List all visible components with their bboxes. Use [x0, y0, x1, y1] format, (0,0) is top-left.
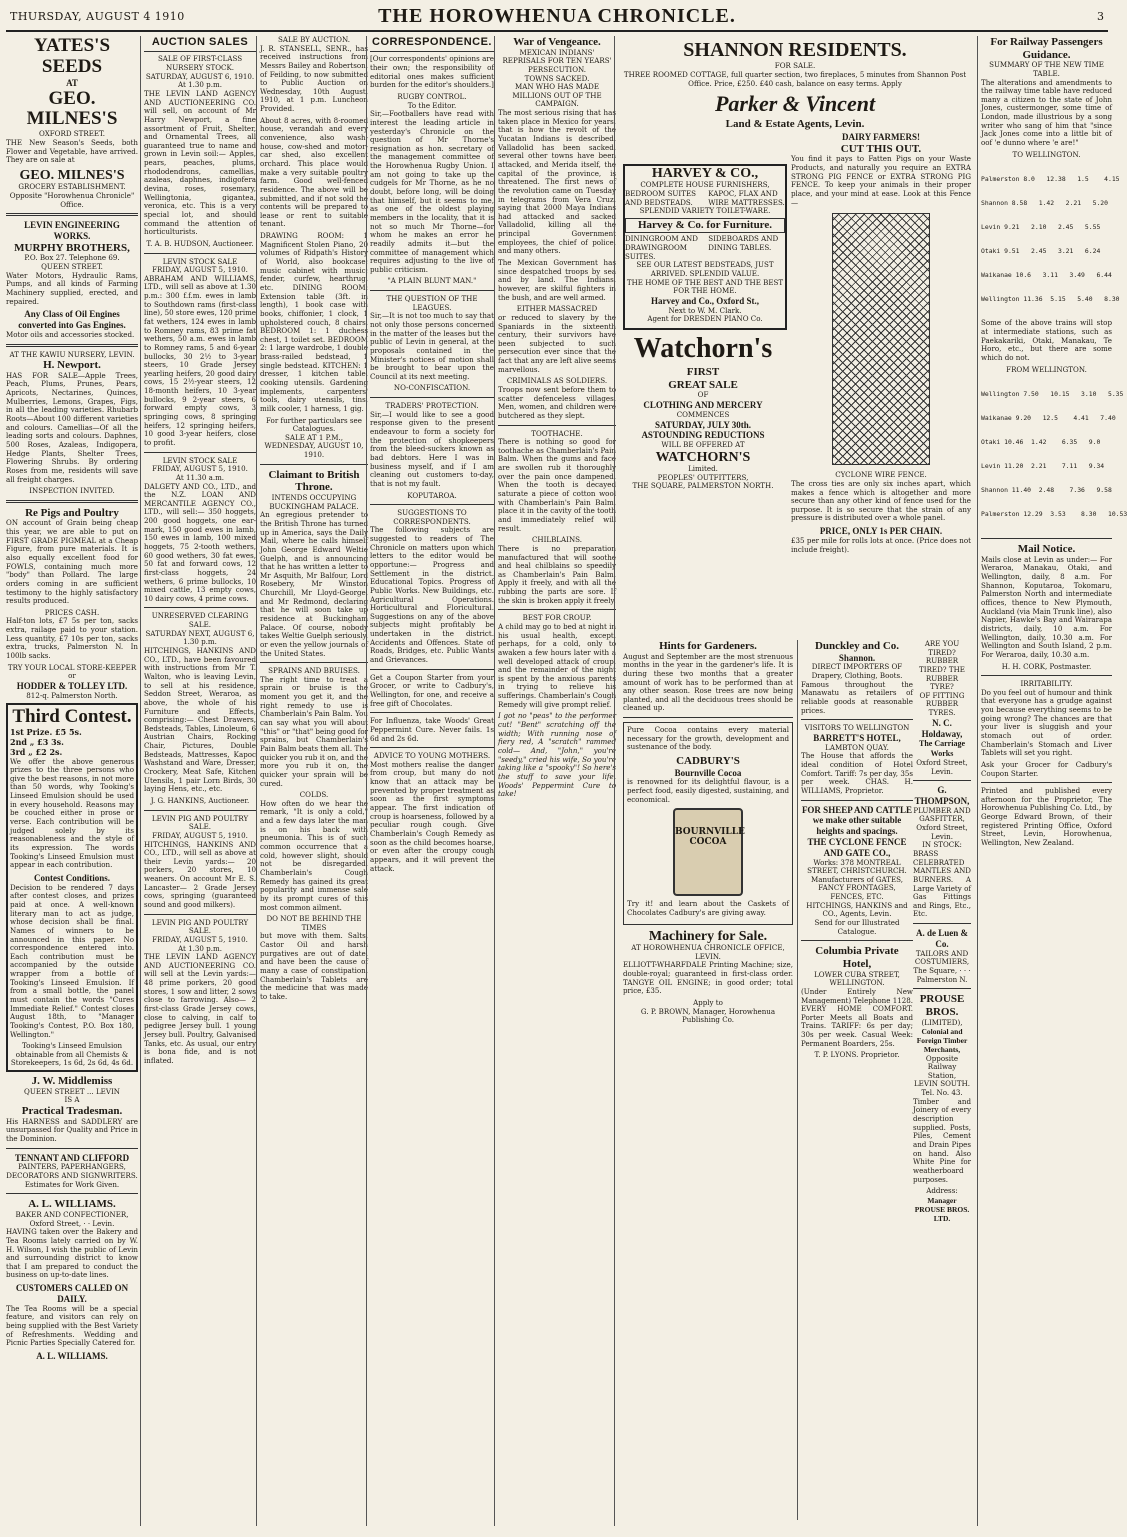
watchorn-date: SATURDAY, JULY 30th. [654, 419, 752, 430]
traders-text: Sir,—I would like to see a good response given to the present endeavour to form a society for the protection of shopkeepers from the bleed-suckers known as bad debtors. Here I was in business myself, and if I am cleaning out customers to-day, that is not my fault. [370, 409, 494, 488]
timetable-row [981, 271, 1112, 279]
column-1 [6, 36, 138, 1526]
sale4-title: UNRESERVED CLEARING SALE. [151, 611, 249, 630]
watchorn-of: OF [697, 390, 709, 400]
shannon-heading: SHANNON RESIDENTS. [683, 39, 907, 61]
third-contest-title: Third Contest. [12, 706, 132, 728]
watchorn-great-sale: GREAT SALE [668, 378, 738, 391]
column-6 [614, 36, 975, 1526]
columbia-sign: T. P. LYONS. Proprietor. [814, 1050, 900, 1060]
rugby-heading: RUGBY CONTROL. [397, 91, 467, 101]
timetable-row [981, 486, 1112, 494]
sale-by-auction-heading: SALE BY AUCTION. [277, 35, 351, 44]
thompson-instock-text: BRASS CELEBRATED MANTLES AND BURNERS. A Large Variety of Gas Fittings and Rings, Etc., Etc. [913, 848, 971, 919]
coupon-text: Get a Coupon Starter from your Grocer, or write to Cadbury's, Wellington, for one, and receive a free gift of Chocolates. [370, 672, 494, 708]
try-local: TRY YOUR LOCAL STORE-KEEPER or [7, 662, 137, 681]
tennant-sub: PAINTERS, PAPERHANGERS, DECORATORS AND SIGNWRITERS. [6, 1162, 138, 1181]
timetable-row [981, 438, 1112, 446]
sale2-date: FRIDAY, AUGUST 5, 1910. [152, 265, 248, 275]
mail-notice-text: Mails close at Levin as under:— For Weraroa, Manakau, Otaki, and Wellington, daily, 8 a.m. For Shannon, Koputaroa, Tokomaru, Palmerston North and intermediate offices, thence to New Plymouth, Auckland (via Main Trunk line), also Napier, Hawke's Bay and Wairarapa districts, daily, 10 a.m. For Wellington, daily, 10.30 a.m. For Wellington and South Island, 2 p.m. For Weraroa, daily, 10.30 a.m. [981, 554, 1112, 659]
irritability-text: Do you feel out of humour and think that everyone has a grudge against you because everything seems to be going wrong? The chances are that your liver is sluggish and your stomach out of order. Chamberlain's Stomach and Liver Tablets will set you right. [981, 687, 1112, 758]
station-times: 9.51 2.45 3.21 6.24 [1004, 247, 1101, 256]
williams-text-2: The Tea Rooms will be a special feature, and visitors can rely on being supplied with the Best Variety of Refreshments. Wedding and Picnic Parties Specially Catered for. [6, 1303, 138, 1348]
cadbury-name: CADBURY'S [676, 755, 740, 768]
dunckley-sub: DIRECT IMPORTERS OF Drapery, Clothing, Boots. [811, 662, 903, 681]
practical-tradesman: Practical Tradesman. [21, 1105, 123, 1118]
oil-engines-heading: Any Class of Oil Engines converted into Gas Engines. [18, 309, 126, 331]
holdaway-name: N. C. Holdaway, [921, 717, 963, 739]
sale1-sign: T. A. B. HUDSON, Auctioneer. [146, 238, 254, 248]
milnes-establishment: GROCERY ESTABLISHMENT. [18, 182, 126, 192]
murphy-street: QUEEN STREET. [41, 262, 103, 272]
yates-at: AT [66, 77, 78, 88]
prices-text: Half-ton lots, £7 5s per ton, sacks extra, railage paid to your station. Less quantity, £7 10s per ton, sacks extra, trucks, Palmerston N. In 100lb sacks. [6, 616, 138, 661]
timetable-row [981, 223, 1112, 231]
contest-conditions-heading: Contest Conditions. [33, 872, 110, 883]
suggestions-text: The following subjects are suggested to readers of The Chronicle on matters upon which letters to the editor would be opportune:— Progress and Settlement in the district. Educational Topics. Progress of Public Works. New Buildings, etc. Agricultural Operations. Horticultural and Floricultural. Suggestions on any of the above subjects might profitably be undertaken in the district. Accidents and Offences. State of Roads, Bridges, etc. Public Wants and Grievances. [370, 525, 494, 665]
column-3 [256, 36, 368, 1526]
station-name: Wellington [981, 295, 1020, 304]
dunckley-text: Famous throughout the Manawatu as retailers of reliable goods at reasonable prices. [801, 679, 913, 715]
station-times: 8.58 1.42 2.21 5.20 [1011, 199, 1108, 208]
sale5-date: FRIDAY, AUGUST 5, 1910. [152, 830, 248, 840]
timetable-row [981, 462, 1112, 470]
thompson-instock: IN STOCK: [922, 840, 962, 850]
sprains-text: The right time to treat a sprain or bruise is the moment you get it, and the right remedy to use is Chamberlain's Pain Balm. You can say what you will about "this" or "that" being good for sprains, but Chamberlain's Pain Balm beats them all. The quicker you rub it on, and the more you rub it on, the quicker your sprain will be cured. [260, 674, 368, 788]
column-5 [494, 36, 616, 1526]
fence-price: PRICE, ONLY 1s PER CHAIN. [819, 526, 943, 537]
murphy-brothers: MURPHY BROTHERS, [14, 241, 130, 254]
suggestions-heading: SUGGESTIONS TO CORRESPONDENTS. [393, 508, 471, 526]
sale6-time: At 1.30 p.m. [178, 943, 222, 953]
yates-text: THE New Season's Seeds, both Flower and Vegetable, have arrived. They are on sale at [6, 138, 138, 165]
harvey-kapoc: KAPOC, FLAX AND WIRE MATTRESSES. [708, 189, 785, 207]
war-sub-2: TOWNS SACKED. [524, 73, 590, 83]
shannon-for-sale: FOR SALE. [774, 61, 816, 71]
cocoa-text: Pure Cocoa contains every material necessary for the growth, development and sustenance of the body. [627, 725, 789, 752]
leagues-text: Sir,—It is not too much to say that not only those persons concerned in the matter of the leases but the public of Levin in general, at the proposals contained in the Minister's notices of motion shall be brought to bear upon the Council at its next meeting. [370, 311, 494, 381]
harvey-toilet: SPLENDID VARIETY TOILET-WARE. [639, 206, 771, 216]
sale3-title: LEVIN STOCK SALE [162, 455, 238, 465]
pigs-poultry-heading: Re Pigs and Poultry [25, 506, 119, 519]
fence-text: The cross ties are only six inches apart, which makes a fence which is altogether and more secure than any other kind of fence used for the purpose. It is so secure that the strain of any pressure is distributed over a whole panel. [791, 478, 971, 523]
auction-sales-heading: AUCTION SALES [144, 36, 256, 52]
watchorn-will: WILL BE OFFERED AT [661, 440, 745, 450]
prouse-text: Timber and Joinery of every description supplied. Posts, Piles, Cement and Drain Pipes on hand. Also White Pine for weatherboard purposes. [913, 1096, 971, 1184]
cut-this-out: CUT THIS OUT. [840, 142, 922, 155]
irritability-heading: IRRITABILITY. [1020, 679, 1073, 689]
sale3-text: DALGETY AND CO., LTD., and the N.Z. LOAN AND MERCANTILE AGENCY CO., LTD., will sell:— 350 hoggets, 200 good hoggets, one ear-mark, 150 good ewes in lamb, 150 ewes in lamb, 100 mixed hoggets, 75 2-tooth wethers, 60 good wethers, 30 fat ewes, 50 fat and forward cows, 12 first-class hoggets, 24 wethers, 6 prime bullocks, 10 mixed cattle, 13 empty cows, 10 dairy cows, 4 prime cows. [144, 481, 256, 603]
harvey-agent: Agent for DRESDEN PIANO Co. [647, 314, 763, 324]
station-name: Palmerston [981, 510, 1020, 519]
prouse-sub: Colonial and Foreign Timber Merchants, [916, 1027, 968, 1055]
station-name: Palmerston [981, 175, 1020, 184]
timetable-row [981, 199, 1112, 207]
mothers-text: Most mothers realise the danger from croup, but many do not know that an attack may be prevented by proper treatment as soon as the first symptoms appear. The first indication of croup is hoarseness, followed by a peculiar rough cough. Give Chamberlain's Cough Remedy as soon as the child becomes hoarse, or even after the croupy cough appears, and it will prevent the attack. [370, 759, 494, 873]
tennant-clifford: TENNANT AND CLIFFORD [14, 1152, 130, 1163]
criminals-heading: CRIMINALS AS SOLDIERS. [506, 376, 608, 386]
milnes-opposite: Opposite "Horowhenua Chronicle" Office. [9, 190, 135, 209]
middlemiss-is-a: IS A [64, 1095, 80, 1105]
traders-heading: TRADERS' PROTECTION. [385, 401, 479, 411]
railway-sub: SUMMARY OF THE NEW TIME TABLE. [989, 60, 1104, 78]
prize-1: 1st Prize. £5 5s. [10, 727, 82, 738]
timetable-row [981, 390, 1124, 399]
traders-sign: KOPUTAROA. [407, 490, 457, 500]
either-massacred-heading: EITHER MASSACRED [516, 304, 598, 314]
columbia-hotel: Columbia Private Hotel, [815, 945, 899, 970]
timetable-row [981, 175, 1120, 184]
yates-street: OXFORD STREET. [39, 129, 105, 139]
machinery-heading: Machinery for Sale. [648, 928, 768, 944]
masthead-date: THURSDAY, AUGUST 4 1910 [10, 10, 185, 23]
sale1-text: THE LEVIN LAND AGENCY AND AUCTIONEERING CO. will sell, on account of Mr Harry Newport, a fine assortment of Fruit, Shelter, and Ornamental Trees, all guaranteed true to name and grown in Levin soil:— Apples, pears, peaches, plums, rhododendrons, camellias, azaleas, daphnes, indigofera devina, roses, rosemary, Wellingtonia, gigantea, veronica, etc. This is a very special lot, and should command the attention of horticulturists. [144, 88, 256, 237]
middlemiss-text: His HARNESS and SADDLERY are unsurpassed for Quality and Price in the Dominion. [6, 1116, 138, 1143]
cocoa-text-2: is renowned for its delightful flavour, is a perfect food, easily digested, sustaining, and economical. [627, 777, 789, 804]
murphy-box: P.O. Box 27. Telephone 69. [24, 253, 120, 263]
column-7 [977, 36, 1127, 1526]
mail-notice-sign: H. H. CORK, Postmaster. [1001, 661, 1092, 671]
third-contest-box [6, 703, 138, 1072]
prouse-manager: Manager PROUSE BROS. LTD. [914, 1195, 970, 1224]
middlemiss-address: QUEEN STREET ... LEVIN [24, 1086, 120, 1096]
fitting-rubber: OF FITTING RUBBER TYRES. [919, 690, 965, 718]
station-name: Levin [981, 223, 1001, 232]
war-text-2: The Mexican Government has since despatched troops by sea and by land. The Indians, however, are skilful fighters in the bush, and are well armed. [498, 258, 616, 302]
bournville-cocoa: Bournville Cocoa [674, 767, 742, 778]
williams-address: Oxford Street, · · Levin. [29, 1218, 115, 1228]
toothache-heading: TOOTHACHE. [531, 428, 583, 438]
sale4-text: HITCHINGS, HANKINS AND CO., LTD., have been favoured with instructions from Mr T. Walton, who is leaving Levin, to sell at his residence, Seddon Street, Weraroa, as above, the whole of his Furniture and Effects, comprising:— Chest Drawers, Bedsteads, Tables, Linoleum, 6 Austrian Chairs, Rocking Chair, Pictures, Double Bedsteads, Mattresses, Kapoc Washstand and Ware, Dresser, Crockery, Meat Safe, Kitchen Utensils, 1 pair Lorn Birds, 30 laying Hens, etc., etc. [144, 646, 256, 794]
column-4 [366, 36, 494, 1526]
hodder-tolley: HODDER & TOLLEY LTD. [16, 680, 128, 691]
station-name: Levin [981, 462, 1001, 471]
claimant-sub: INTENDS OCCUPYING BUCKINGHAM PALACE. [269, 493, 359, 511]
prouse-ltd: (LIMITED), [921, 1017, 963, 1027]
williams-name: A. L. WILLIAMS. [28, 1198, 116, 1211]
shannon-cottage: THREE ROOMED COTTAGE, full quarter section, two fireplaces, 5 minutes from Shannon Post Office. Price, £250. £40 cash, balance on easy terms. Apply [623, 70, 967, 88]
cyclone-address: Works: 378 MONTREAL STREET, CHRISTCHURCH. [807, 857, 907, 876]
harvey-address: Harvey and Co., Oxford St., [651, 295, 759, 306]
cyclone-manufacturers: Manufacturers of GATES, FANCY FRONTAGES, FENCES, ETC. [810, 874, 904, 902]
station-name: Shannon [981, 486, 1008, 495]
from-wellington-heading: FROM WELLINGTON. [1006, 364, 1087, 374]
prize-3: 3rd „ £2 2s. [10, 746, 63, 757]
harvey-bedroom: BEDROOM SUITES AND BEDSTEADS. [625, 189, 696, 207]
claimant-heading: Claimant to British Throne. [268, 468, 360, 494]
masthead-page-number: 3 [1097, 10, 1104, 23]
dairy-text: You find it pays to Fatten Pigs on your Waste Products, and naturally you require an EXTRA STRONG PIG FENCE or EXTRA STRONG PIG FENCE. To keep your animals in their proper place, and your mind at ease. Look at this Fence— [791, 154, 971, 207]
station-times: 11.40 2.48 7.36 9.58 [1011, 486, 1112, 495]
timetable-row [981, 510, 1127, 519]
coupon-starter: Ask your Grocer for Cadbury's Coupon Starter. [981, 759, 1112, 778]
prouse-opposite: Opposite Railway Station, [925, 1053, 959, 1080]
sale6-text: THE LEVIN LAND AGENCY AND AUCTIONEERING CO. will sell at the Levin yards:— 48 prime porkers, 20 good stores, 1 sow and litter, 2 sows close to farrowing. Also— 2 first-class Grade Jersey cows, close to calving, in calf to pedigree Jersey bull. 1 young Jersey bull. Poultry, Galvanised Tanks, etc. As usual, our entry is bona fide, and is not inflated. [144, 952, 256, 1065]
pigs-text: ON account of Grain being cheap this year, we are able to put on FIRST GRADE PIGMEAL at a Cheap Figure, from pure materials. It is also equally excellent food for FOWLS, containing much more "body" than Pollard. The large orders coming in are sufficient testimony to the highly satisfactory results produced. [6, 518, 138, 606]
fence-price-text: £35 per mile for rolls lots at once. (Price does not include freight). [791, 535, 971, 554]
timetable-row [981, 247, 1112, 255]
sale6-date: FRIDAY, AUGUST 5, 1910. [152, 934, 248, 944]
behind-times-heading: DO NOT BE BEHIND THE TIMES [266, 914, 362, 932]
station-times: 7.50 10.15 3.10 5.35 [1023, 390, 1124, 399]
prices-cash: PRICES CASH. [44, 607, 100, 617]
contest-conditions-text: Decision to be rendered 7 days after contest closes, and prizes paid at once. A well-known literary man to act as judge, whose decision shall be final. Names of winners to be announced in this paper. No correspondence entered into. Each contribution must be accompanied by the outside wrapper from a bottle of Tooking's Linseed Emulsion. If from a small bottle, the panel must contain the words "Cures Immediate Relief." Contest closes August 18th, to "Manager Tooking's Contest, P.O. Box 180, Wellington." [10, 882, 134, 1039]
influenza-text: For Influenza, take Woods' Great Peppermint Cure. Never fails. 1s 6d and 2s 6d. [370, 716, 494, 743]
claimant-text: An egregious pretender to the British Throne has turned up in America, says the Daily Mail, where he calls himself John George Edward Weltie Guelph, and is announcing that he has written a letter to Mr Asquith, Mr Balfour, Lord Rosebery, Mr Winston Churchill, Mr Lloyd-George, and Mr Redmond, declaring that he will soon take up residence at Buckingham Palace. Of course, nobody takes Weltie Guelph seriously, or even the yellow journals of the United States. [260, 510, 368, 658]
to-wellington-table [981, 159, 1120, 319]
station-times: 11.20 2.21 7.11 9.34 [1004, 462, 1105, 471]
station-times: 9.20 12.5 4.41 7.40 [1015, 414, 1116, 423]
sprains-heading: SPRAINS AND BRUISES. [268, 666, 360, 676]
sale5-title: LEVIN PIG AND POULTRY SALE. [151, 813, 249, 832]
murphy-text: Water Motors, Hydraulic Rams, Pumps, and all kinds of Farming Machinery supplied, erected, and repaired. [6, 270, 138, 306]
cyclone-catalogue: Send for our Illustrated Catalogue. [814, 918, 900, 936]
harvey-next: Next to W. M. Clark. [668, 305, 742, 315]
station-name: Otaki [981, 247, 1001, 256]
mail-notice-heading: Mail Notice. [1017, 543, 1076, 556]
watchorn-commences: COMMENCES [676, 409, 730, 419]
prouse-name: PROUSE BROS. [919, 993, 965, 1018]
col6-lower-right [913, 640, 971, 1520]
watchorn-address: THE SQUARE, PALMERSTON NORTH. [632, 481, 774, 491]
col6-lower-middle [797, 640, 913, 1520]
sale1-title: SALE OF FIRST-CLASS NURSERY STOCK. [157, 54, 243, 73]
newport-text: HAS FOR SALE—Apple Trees, Peach, Plums, Prunes, Pears, Apricots, Nectarines, Quinces, Mulberries, Lemons, Grapes, Figs, in all the leading varieties. Rhubarb Roots—About 100 different varieties and colours. Camellias—Of all the leading sorts and colours. Daphnes, 500 Roses, Azaleas, Indigopera, Hedge Plants, Shelter Trees, Flowering Shrubs. By ordering Roses from me, residents will save all freight charges. [6, 370, 138, 484]
tired-heading: ARE YOU TIRED? RUBBER TIRED? THE RUBBER TYRE? [919, 639, 965, 692]
yates-shop: GEO. MILNES'S [26, 87, 118, 130]
harvey-furniture: Harvey & Co. for Furniture. [625, 218, 785, 233]
watchorn-outfitters: PEOPLES' OUTFITTERS, [657, 472, 749, 482]
dunckley-name: Dunckley and Co. [814, 640, 900, 652]
cadbury-ad [623, 722, 793, 925]
fence-ad [791, 132, 971, 632]
williams-sub: BAKER AND CONFECTIONER, [15, 1209, 129, 1219]
williams-sign: A. L. WILLIAMS. [36, 1350, 108, 1361]
war-sub-1: MEXICAN INDIANS' REPRISALS FOR TEN YEARS' PERSECUTION. [502, 47, 612, 74]
shannon-residents-ad [623, 38, 967, 131]
station-times: 10.6 3.11 3.49 6.44 [1015, 271, 1112, 280]
railway-note: Some of the above trains will stop at intermediate stations, such as Paekakariki, Otaki, Manakau, Te Horo, etc., but there are some which do not. [981, 318, 1112, 362]
sale3-time: At 11.30 a.m. [175, 472, 225, 482]
column-2 [140, 36, 256, 1526]
sale2-title: LEVIN STOCK SALE [162, 256, 238, 266]
sale6-title: LEVIN PIG AND POULTRY SALE. [151, 917, 249, 936]
barrett-text: The House that affords the ideal condition of Hotel Comfort. Tariff: 7s per day, 35s per week. CHAS. H. WILLIAMS, Proprietor. [801, 751, 913, 795]
station-times: 11.36 5.15 5.40 8.30 [1023, 295, 1120, 304]
croup-text: A child may go to bed at night in his usual health, except, perhaps, for a cold, only to awaken a few hours later with a well developed attack of croup, and the remainder of the night is spent by the anxious parents in trying to relieve his sufferings. Chamberlain's Cough Remedy will give prompt relief. [498, 622, 617, 709]
railway-heading: For Railway Passengers Guidance. [990, 36, 1103, 61]
carriage-works: The Carriage Works [919, 739, 965, 759]
machinery-text: ELLIOTT-WHARFDALE Printing Machine; size, double-royal; guaranteed in first-class order. TANGYE OIL ENGINE; in good order; total price, £35. [623, 960, 793, 996]
stansell-text-2: About 8 acres, with 8-roomed house, verandah and every convenience, also wash-house, cow-shed and motor-car shed, also excellent orchard. This place would make a very suitable poultry farm. Good well-fenced residence. The above will be submitted, and if not sold the contents will be prepared to lease or rent to suitable tenant. [260, 115, 368, 229]
war-heading: War of Vengeance. [513, 36, 601, 48]
harvey-sub: COMPLETE HOUSE FURNISHERS, [640, 180, 770, 190]
watchorn-ltd: Limited. [688, 464, 718, 474]
cocoa-try-it: Try it! and learn about the Caskets of Chocolates Cadbury's are giving away. [627, 899, 789, 918]
sheep-cattle: FOR SHEEP AND CATTLE we make other suitable heights and spacings. [801, 804, 913, 837]
chilblains-heading: CHILBLAINS. [531, 535, 583, 545]
sale4-date: SATURDAY NEXT, AUGUST 6, 1.30 p.m. [145, 628, 255, 647]
cyclone-company: THE CYCLONE FENCE AND GATE CO., [807, 836, 907, 858]
hodder-address: 812-q. Palmerston North. [26, 690, 118, 700]
stansell-date: SALE AT 1 P.M., WEDNESDAY, AUGUST 10, 1910. [264, 432, 364, 460]
war-text: The most serious rising that has taken place in Mexico for years, that is how the revolt of the Yucatan Indians is described. Valladolid has been sacked, several other towns have been attacked, and Merida itself, the capital of the province, is threatened. The first news of the revolution came on Tuesday in telegrams from Vera Cruz, saying that 2000 Maya Indians had attacked and sacked Valladolid, killing all the principal Government employees, the chief of police, and many others. [498, 108, 616, 256]
masthead-title: THE HOROWHENUA CHRONICLE. [378, 5, 736, 27]
stansell-text-3: DRAWING ROOM: 1 Magnificent Stolen Piano, 20 volumes of Ridpath's History of World, also bookcase; music cabinet with music; fender, curfew, hearthrug, etc. DINING ROOM: Extension table (3ft. in length), 1 book case with books, chiffonier, 1 clock, 1 upholstered couch, 8 chairs. BEDROOM 1: 1 duchess chest, 1 toilet set. BEDROOM 2: 1 large wardrobe, 1 double brass-railed bedstead, 1 single bedstead. KITCHEN: 1 dresser, 1 kitchen table, cooking utensils. Gardening implements, carpenters' tools, dairy utensils, tins, milk cooler, 1 harness, 1 gig. [260, 231, 368, 413]
nursery-heading: AT THE KAWIU NURSERY, LEVIN. [9, 349, 135, 359]
correspondence-heading: CORRESPONDENCE. [370, 36, 494, 52]
machinery-brown: G. P. BROWN, Manager, Horowhenua Publishing Co. [640, 1006, 776, 1025]
watchorn-clothing: CLOTHING AND MERCERY [643, 400, 763, 411]
printer-imprint: Printed and published every afternoon for the Proprietor, The Horowhenua Publishing Co. Ltd., by George Edward Brown, of their registered Printing Office, Oxford Street, Levin, Horowhenua, Wellington, New Zealand. [981, 786, 1112, 848]
third-contest-text: We offer the above generous prizes to the three persons who give the best reasons, in not more than 50 words, why Tooking's Linseed Emulsion should be used in every household. Reasons may be couched either in prose or verse. Each contribution will be judged solely by its reasonableness and the style of its expression. The words Tooking's Linseed Emulsion must appear in each contribution. [10, 756, 134, 870]
parker-vincent: Parker & Vincent [714, 91, 876, 117]
sale3-date: FRIDAY, AUGUST 5, 1910. [152, 464, 248, 474]
colds-heading: COLDS. [299, 790, 329, 800]
mothers-heading: ADVICE TO YOUNG MOTHERS. [373, 751, 491, 761]
watchorn-name-2: WATCHORN'S [655, 449, 751, 465]
station-times: 8.0 12.38 1.5 4.15 [1023, 175, 1120, 184]
harvey-home: THE HOME OF THE BEST AND THE BEST FOR THE HOME. [626, 277, 784, 296]
newport-name: H. Newport. [43, 359, 101, 372]
station-name: Waikanae [981, 271, 1012, 280]
station-name: Waikanae [981, 414, 1012, 423]
stansell-text: J. R. STANSELL, SENR., has received instructions from Messrs Bailey and Robertson, of Feilding, to now submitted to Public Auction on Wednesday, 10th August, 1910, at 1 p.m. Luncheon Provided. [260, 43, 368, 114]
sale1-time: At 1.30 p.m. [178, 80, 222, 90]
criminals-text: Troops now sent before them to scatter defenceless villages. Men, women, and children were butchered as they slept. [498, 384, 616, 420]
sale4-sign: J. G. HANKINS, Auctioneer. [150, 795, 250, 805]
customers-called: CUSTOMERS CALLED ON DAILY. [15, 1283, 129, 1304]
prouse-address: LEVIN SOUTH. Tel. No. 43. [913, 1079, 971, 1098]
watchorn-first: FIRST [686, 366, 720, 379]
timetable-row [981, 295, 1120, 304]
chilblains-text: There is no preparation manufactured that will soothe and heal chilblains so speedily as Chamberlain's Pain Balm. Apply it freely, and with all the rubbing the parts are sore. If the skin is broken apply it freely. [498, 543, 616, 605]
correspondence-note: [Our correspondents' opinions are their own; the responsibility of editorial ones makes sufficient burden for the editor's shoulders.] [370, 54, 494, 90]
cocoa-tin-label: BOURNVILLE COCOA [675, 827, 745, 848]
milnes-name: GEO. MILNES'S [19, 167, 125, 183]
contest-footer: Tooking's Linseed Emulsion obtainable from all Chemists & Storekeepers, 1s 6d, 2s 6d, 4s 6d. [10, 1041, 134, 1068]
columbia-address: LOWER CUBA STREET, WELLINGTON. [814, 969, 900, 988]
station-name: Wellington [981, 390, 1020, 399]
to-wellington-heading: TO WELLINGTON. [1012, 149, 1081, 159]
barrett-visitors: VISITORS TO WELLINGTON [804, 723, 910, 733]
hints-text: August and September are the most strenuous months in the year in the gardener's life. It is during these two months that a greater amount of work has to be performed than at any other season. Rose trees are now being planted, and all the deciduous trees should be cleaned up. [623, 651, 793, 713]
thompson-name: G. THOMPSON, [914, 785, 970, 806]
fence-caption: CYCLONE WIRE FENCE. [835, 470, 927, 480]
station-name: Otaki [981, 438, 1001, 447]
machinery-apply: Apply to [693, 997, 723, 1007]
sale2-text: ABRAHAM AND WILLIAMS, LTD., will sell as above at 1.30 p.m.: 300 f.f.m. ewes in lamb to Southdown rams (first-class line), 50 store ewes, 120 prime fat wethers, 124 ewes in lamb to Romney rams, 83 prime fat wethers, 50 a.m. ewes in lamb to Romney rams, 5 and 6-year bullocks, 30 2½ to 3-year steers, 10 Grade Jersey yearling heifers, 20 good dairy cows, 15 2½-year steers, 12 18-month heifers, 10 3-year bullocks, 9 2-year steers, 6 forward empty cows, 3 springing cows, 8 springing heifers, 12 springing heifers, 10 good 3-year heifers, close to profit. [144, 273, 257, 447]
sale5-text: HITCHINGS, HANKINS AND CO., LTD., will sell as above at their Levin yards:— 20 porkers, 20 stores, 10 weaners. On account Mr E. S. Lancaster— 2 Grade Jersey cows, springing (guaranteed sound and good milkers). [144, 839, 256, 909]
watchorn-ad [623, 332, 783, 632]
barrett-address: LAMBTON QUAY. [825, 742, 889, 752]
from-wellington-table [981, 374, 1127, 534]
railway-text: The alterations and amendments to the railway time table have reduced many a citizen to the state of John Jones, custermonger, some time of London, made illustrious by a song writer who sang of him that "since Jack Jones come into a little bit of oof 'e dunno where 'e are!" [981, 77, 1112, 148]
station-times: 12.29 3.53 8.30 10.53 [1023, 510, 1127, 519]
either-text: or reduced to slavery by the Spaniards in the sixteenth century, their survivors have been subjected to such persecution ever since that the fact that any are left alive seems marvellous. [498, 312, 616, 374]
station-name: Shannon [981, 199, 1008, 208]
estimates: Estimates for Work Given. [24, 1179, 120, 1189]
station-times: 9.21 2.10 2.45 5.55 [1004, 223, 1101, 232]
to-editor: To the Editor. [407, 100, 457, 110]
sale1-date: SATURDAY, AUGUST 6, 1910. [145, 71, 255, 81]
deluen-sub: TAILORS AND COSTUMIERS, The Square, · · · Palmerston N. [913, 948, 971, 984]
colds-text: How often do we hear the remark, "It is only a cold," and a few days later the man is on his back with pneumonia. This is of such common occurrence that a cold, however slight, should not be disregarded. Chamberlain's Cough Remedy has gained its great popularity and immense sale by its prompt cures of this most common ailment. [260, 798, 368, 912]
parker-sub: Land & Estate Agents, Levin. [725, 118, 865, 131]
carriage-address: Oxford Street, Levin. [916, 757, 968, 776]
harvey-sideboards: SIDEBOARDS AND DINING TABLES. [708, 234, 779, 252]
peppermint-poem: I got no "peas" to the performer cut! "Bent" scratching off the width; With running nose of fiery red, A "scratch" rammed cold— And, "John," you're "seedy," cried his wife, So you're taking like a "spooky"! So here's the stuff to save your life, Woods' Peppermint Cure to take! [498, 711, 616, 799]
oil-text: Motor oils and accessories stocked. [6, 329, 135, 339]
hints-heading: Hints for Gardeners. [659, 640, 757, 652]
col6-lower-left [623, 640, 793, 1520]
toothache-text: There is nothing so good for toothache as Chamberlain's Pain Balm. When the gums and face are swollen rub it thoroughly over the pain once dampened. When the tooth is decayed saturate a piece of cotton wool with Chamberlain's Pain Balm, place it in the cavity of the tooth and immediately relief will result. [498, 437, 616, 533]
behind-times-text: but move with them. Salts, Castor Oil and harsh purgatives are out of date, and have been the cause of many a case of constipation. Chamberlain's Tablets are the medicine that was made to take. [260, 931, 368, 1001]
cyclone-agents: HITCHINGS, HANKINS and CO., Agents, Levin. [806, 900, 908, 919]
watchorn-name: Watchorn's [633, 333, 773, 364]
deluen-name: A. de Luen & Co. [915, 928, 968, 949]
timetable-row [981, 414, 1116, 423]
rugby-sign: "A PLAIN BLUNT MAN." [387, 276, 477, 286]
war-sub-3: MAN WHO HAS MADE MILLIONS OUT OF THE CAMPAIGN. [512, 82, 602, 109]
prize-2: 2nd „ £3 3s. [10, 737, 64, 748]
stansell-foot: For further particulars see Catalogues. [266, 415, 362, 434]
prouse-address-label: Address: [926, 1186, 958, 1196]
harvey-ad [623, 164, 787, 330]
thompson-sub: PLUMBER AND GASFITTER, Oxford Street, Levin. [913, 805, 971, 841]
station-times: 10.46 1.42 6.35 9.0 [1004, 438, 1101, 447]
williams-text: HAVING taken over the Bakery and Tea Rooms lately carried on by W. H. Wilson, I wish the public of Levin and surrounding district to know that I am prepared to conduct the business on up-to-date lines. [6, 1227, 138, 1280]
levin-engineering-heading: LEVIN ENGINEERING WORKS. [24, 220, 120, 242]
barrett-hotel: BARRETT'S HOTEL, [813, 732, 901, 743]
harvey-dining: DININGROOM AND DRAWINGROOM SUITES. [625, 234, 698, 261]
harvey-see: SEE OUR LATEST BEDSTEADS, JUST ARRIVED. SPLENDID VALUE. [636, 260, 774, 278]
masthead [6, 4, 1108, 32]
dunckley-place: Shannon. [838, 652, 876, 663]
columbia-text: (Under Entirely New Management) Telephone 1128. EVERY HOME COMFORT. Porter Meets all Boats and Trains. TARIFF: 6s per day; 30s per week. Casual Week: Permanent Boarders, 25s. [801, 986, 913, 1048]
dairy-heading: DAIRY FARMERS! [842, 132, 920, 142]
leagues-sign: NO-CONFISCATION. [393, 383, 471, 393]
croup-heading: BEST FOR CROUP. [522, 613, 592, 623]
inspection-invited: INSPECTION INVITED. [29, 486, 115, 496]
watchorn-astounding: ASTOUNDING REDUCTIONS [641, 430, 765, 441]
middlemiss-name: J. W. Middlemiss [31, 1075, 113, 1088]
cocoa-tin-illustration [673, 808, 743, 896]
leagues-heading: THE QUESTION OF THE LEAGUES. [386, 294, 478, 312]
machinery-office: AT HOROWHENUA CHRONICLE OFFICE, LEVIN. [631, 943, 785, 961]
fence-illustration [832, 213, 930, 465]
rugby-text: Sir,—Footballers have read with interest the leading article in yesterday's Chronicle on the question of Mr Thorne's resignation as hon. secretary of the management committee of the Horowhenua Rugby Union. I am not going to take up the cudgels for Mr Thorne, as he no doubt, before long, will be doing that himself, but it seems to me, as one of the oldest playing members in the locality, that it is not so much Mr Thorne—for whom he makes an error he readily admits it—but the committee of management which requires adjusting to the live of public criticism. [370, 109, 494, 274]
yates-title: YATES'S SEEDS [33, 35, 111, 77]
harvey-heading: HARVEY & CO., [651, 166, 759, 181]
